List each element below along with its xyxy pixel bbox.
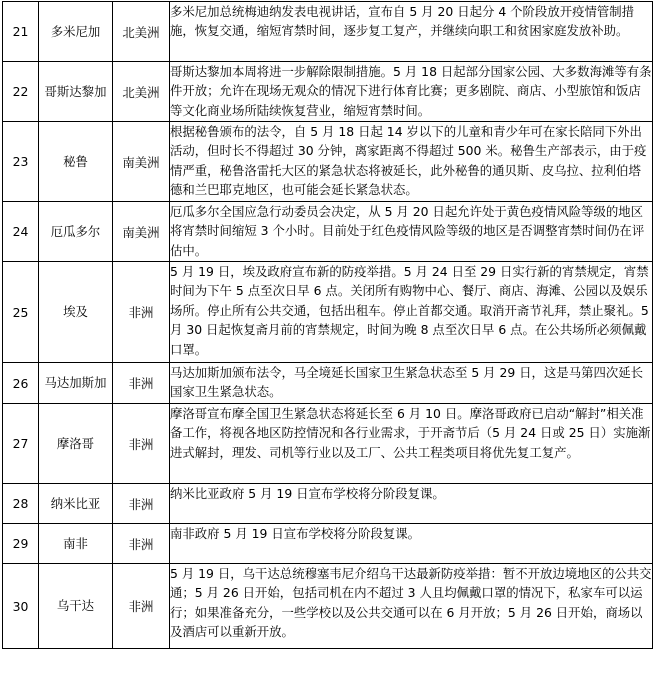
continent-cell: 非洲 (113, 262, 170, 363)
table-row (3, 363, 653, 404)
measures-table (2, 1, 653, 649)
row-number: 29 (3, 524, 39, 564)
continent-cell: 北美洲 (113, 62, 170, 122)
table-row (3, 262, 653, 363)
continent-cell: 南美洲 (113, 122, 170, 202)
measures-cell: 摩洛哥宣布摩全国卫生紧急状态将延长至 6 月 10 日。摩洛哥政府已启动“解封”相关准备工作，将视各地区防控情况和各行业需求，于开斋节后（5 月 24 日或 25 日）实施渐进式解封，理发、司机等行业以及工厂、公共工程类项目将优先复工复产。 (170, 404, 653, 484)
row-number: 28 (3, 484, 39, 524)
measures-cell: 纳米比亚政府 5 月 19 日宣布学校将分阶段复课。 (170, 484, 653, 524)
row-number: 22 (3, 62, 39, 122)
continent-cell: 非洲 (113, 524, 170, 564)
row-number: 24 (3, 202, 39, 262)
table-row (3, 564, 653, 649)
table-row (3, 122, 653, 202)
row-number: 27 (3, 404, 39, 484)
table-row (3, 404, 653, 484)
row-number: 25 (3, 262, 39, 363)
country-cell: 埃及 (39, 262, 113, 363)
table-row (3, 202, 653, 262)
measures-cell: 马达加斯加颁布法令，马全境延长国家卫生紧急状态至 5 月 29 日，这是马第四次延长国家卫生紧急状态。 (170, 363, 653, 404)
country-cell: 哥斯达黎加 (39, 62, 113, 122)
country-cell: 纳米比亚 (39, 484, 113, 524)
continent-cell: 非洲 (113, 484, 170, 524)
table-row (3, 524, 653, 564)
continent-cell: 北美洲 (113, 2, 170, 62)
measures-cell: 南非政府 5 月 19 日宣布学校将分阶段复课。 (170, 524, 653, 564)
table-row (3, 62, 653, 122)
country-cell: 厄瓜多尔 (39, 202, 113, 262)
table-row (3, 2, 653, 62)
country-cell: 秘鲁 (39, 122, 113, 202)
row-number: 26 (3, 363, 39, 404)
country-cell: 多米尼加 (39, 2, 113, 62)
row-number: 30 (3, 564, 39, 649)
country-cell: 马达加斯加 (39, 363, 113, 404)
continent-cell: 非洲 (113, 404, 170, 484)
continent-cell: 南美洲 (113, 202, 170, 262)
continent-cell: 非洲 (113, 363, 170, 404)
measures-cell: 哥斯达黎加本周将进一步解除限制措施。5 月 18 日起部分国家公园、大多数海滩等有条件开放；允许在现场无观众的情况下进行体育比赛；更多剧院、商店、小型旅馆和饭店等文化商业场所陆续恢复营业，缩短宵禁时间。 (170, 62, 653, 122)
row-number: 21 (3, 2, 39, 62)
table-row (3, 484, 653, 524)
measures-cell: 多米尼加总统梅迪纳发表电视讲话，宣布自 5 月 20 日起分 4 个阶段放开疫情管制措施，恢复交通，缩短宵禁时间，逐步复工复产，并继续向职工和贫困家庭发放补助。 (170, 2, 653, 62)
country-cell: 乌干达 (39, 564, 113, 649)
country-cell: 南非 (39, 524, 113, 564)
continent-cell: 非洲 (113, 564, 170, 649)
measures-cell: 厄瓜多尔全国应急行动委员会决定，从 5 月 20 日起允许处于黄色疫情风险等级的地区将宵禁时间缩短 3 个小时。目前处于红色疫情风险等级的地区是否调整宵禁时间仍在评估中。 (170, 202, 653, 262)
measures-cell: 根据秘鲁颁布的法令，自 5 月 18 日起 14 岁以下的儿童和青少年可在家长陪同下外出活动，但时长不得超过 30 分钟，离家距离不得超过 500 米。秘鲁生产部表示，由于疫情严重，秘鲁洛雷托大区的紧急状态将被延长，此外秘鲁的通贝斯、皮乌拉、拉利伯塔德和兰巴耶克地区，也可能会延长紧急状态。 (170, 122, 653, 202)
row-number: 23 (3, 122, 39, 202)
country-cell: 摩洛哥 (39, 404, 113, 484)
measures-cell: 5 月 19 日，乌干达总统穆塞韦尼介绍乌干达最新防疫举措：暂不开放边境地区的公共交通；5 月 26 日开始，包括司机在内不超过 3 人且均佩戴口罩的情况下，私家车可以运行；如果准备充分，一些学校以及公共交通可以在 6 月开放；5 月 26 日开始，商场以及酒店可以重新开放。 (170, 564, 653, 649)
measures-cell: 5 月 19 日，埃及政府宣布新的防疫举措。5 月 24 日至 29 日实行新的宵禁规定，宵禁时间为下午 5 点至次日早 6 点。关闭所有购物中心、餐厅、商店、海滩、公园以及娱乐场所。停止所有公共交通，包括出租车。停止首都交通。取消开斋节礼拜，禁止聚礼。5 月 30 日起恢复斋月前的宵禁规定，时间为晚 8 点至次日早 6 点。在公共场所必须佩戴口罩。 (170, 262, 653, 363)
